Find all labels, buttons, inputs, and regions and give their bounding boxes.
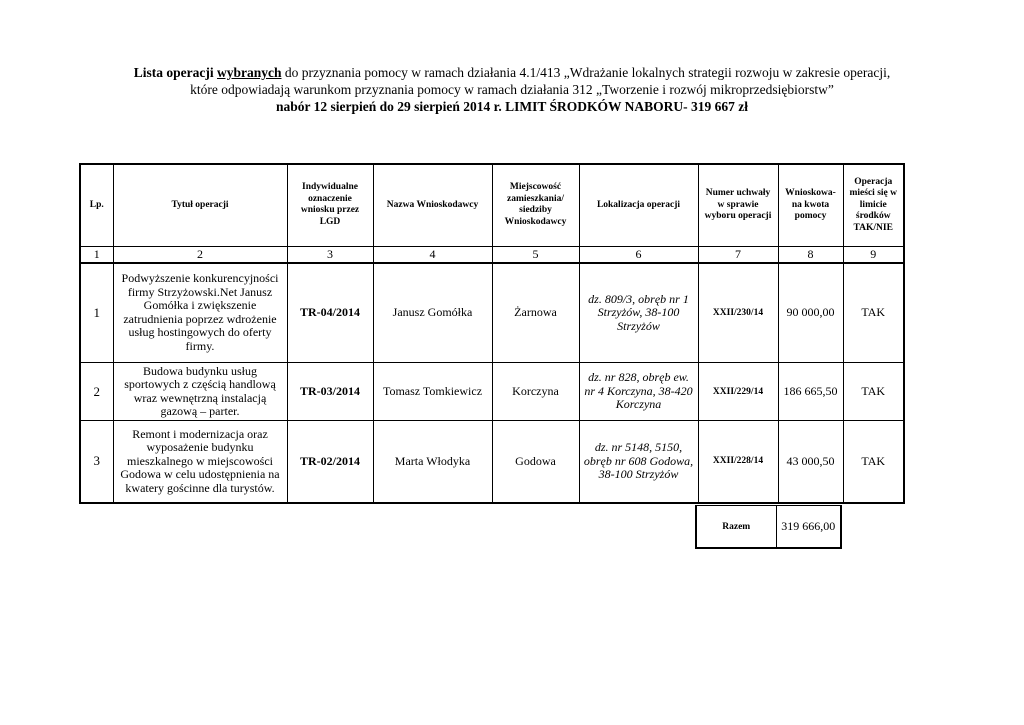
summary-table — [695, 505, 842, 549]
within-limit: TAK — [843, 263, 904, 363]
column-header: Indywidualne oznaczenie wniosku przez LGD — [287, 164, 373, 246]
operation-title: Podwyższenie konkurencyjności firmy Strzyżowski.Net Janusz Gomółka i zwiększenie zatrudnienia poprzez wdrożenie usług hostingowych do oferty firmy. — [113, 263, 287, 363]
column-number: 4 — [373, 246, 492, 263]
summary-label: Razem — [696, 506, 776, 549]
resolution-number: XXII/228/14 — [698, 421, 778, 503]
header-line-1 — [60, 64, 964, 81]
column-number-row — [80, 246, 904, 263]
application-code: TR-04/2014 — [287, 263, 373, 363]
column-header: Miejscowość zamieszkania/ siedziby Wnioskodawcy — [492, 164, 579, 246]
column-number: 7 — [698, 246, 778, 263]
applicant-place: Godowa — [492, 421, 579, 503]
column-number: 8 — [778, 246, 843, 263]
requested-amount: 43 000,50 — [778, 421, 843, 503]
header-line-3 — [60, 98, 964, 115]
column-number: 2 — [113, 246, 287, 263]
column-number: 6 — [579, 246, 698, 263]
column-number: 1 — [80, 246, 113, 263]
column-header: Operacja mieści się w limicie środków TAK/NIE — [843, 164, 904, 246]
resolution-number: XXII/230/14 — [698, 263, 778, 363]
applicant-place: Żarnowa — [492, 263, 579, 363]
table-header-row — [80, 164, 904, 246]
application-code: TR-03/2014 — [287, 363, 373, 421]
operation-title: Budowa budynku usług sportowych z częścią handlową wraz wewnętrzną instalacją gazową – parter. — [113, 363, 287, 421]
summary-row — [696, 506, 841, 549]
resolution-number: XXII/229/14 — [698, 363, 778, 421]
header-rest-text: do przyznania pomocy w ramach działania 4.1/413 „Wdrażanie lokalnych strategii rozwoju w zakresie operacji, — [281, 65, 891, 80]
column-header: Lokalizacja operacji — [579, 164, 698, 246]
column-header: Tytuł operacji — [113, 164, 287, 246]
column-number: 9 — [843, 246, 904, 263]
applicant-place: Korczyna — [492, 363, 579, 421]
header-line-2: które odpowiadają warunkom przyznania pomocy w ramach działania 312 „Tworzenie i rozwój mikroprzedsiębiorstw” — [190, 82, 834, 97]
header-bold-text: Lista operacji — [133, 65, 217, 80]
row-number: 1 — [80, 263, 113, 363]
table-row — [80, 363, 904, 421]
operation-location: dz. 809/3, obręb nr 1 Strzyżów, 38-100 Strzyżów — [579, 263, 698, 363]
column-header: Wnioskowa-na kwota pomocy — [778, 164, 843, 246]
column-header: Nazwa Wnioskodawcy — [373, 164, 492, 246]
column-header: Numer uchwały w sprawie wyboru operacji — [698, 164, 778, 246]
application-code: TR-02/2014 — [287, 421, 373, 503]
within-limit: TAK — [843, 421, 904, 503]
header-limit-text: nabór 12 sierpień do 29 sierpień 2014 r. LIMIT ŚRODKÓW NABORU- 319 667 zł — [275, 99, 749, 114]
table-row — [80, 263, 904, 363]
applicant-name: Marta Włodyka — [373, 421, 492, 503]
applicant-name: Janusz Gomółka — [373, 263, 492, 363]
operation-location: dz. nr 5148, 5150, obręb nr 608 Godowa, 38-100 Strzyżów — [579, 421, 698, 503]
applicant-name: Tomasz Tomkiewicz — [373, 363, 492, 421]
document-header — [60, 64, 964, 115]
column-number: 3 — [287, 246, 373, 263]
row-number: 2 — [80, 363, 113, 421]
operations-table — [79, 163, 905, 504]
operation-title: Remont i modernizacja oraz wyposażenie budynku mieszkalnego w miejscowości Godowa w celu udostępnienia na kwatery gościnne dla turystów. — [113, 421, 287, 503]
requested-amount: 90 000,00 — [778, 263, 843, 363]
column-header: Lp. — [80, 164, 113, 246]
summary-total: 319 666,00 — [776, 506, 841, 549]
table-row — [80, 421, 904, 503]
requested-amount: 186 665,50 — [778, 363, 843, 421]
operation-location: dz. nr 828, obręb ew. nr 4 Korczyna, 38-420 Korczyna — [579, 363, 698, 421]
within-limit: TAK — [843, 363, 904, 421]
row-number: 3 — [80, 421, 113, 503]
column-number: 5 — [492, 246, 579, 263]
header-underlined-text: wybranych — [216, 65, 282, 80]
